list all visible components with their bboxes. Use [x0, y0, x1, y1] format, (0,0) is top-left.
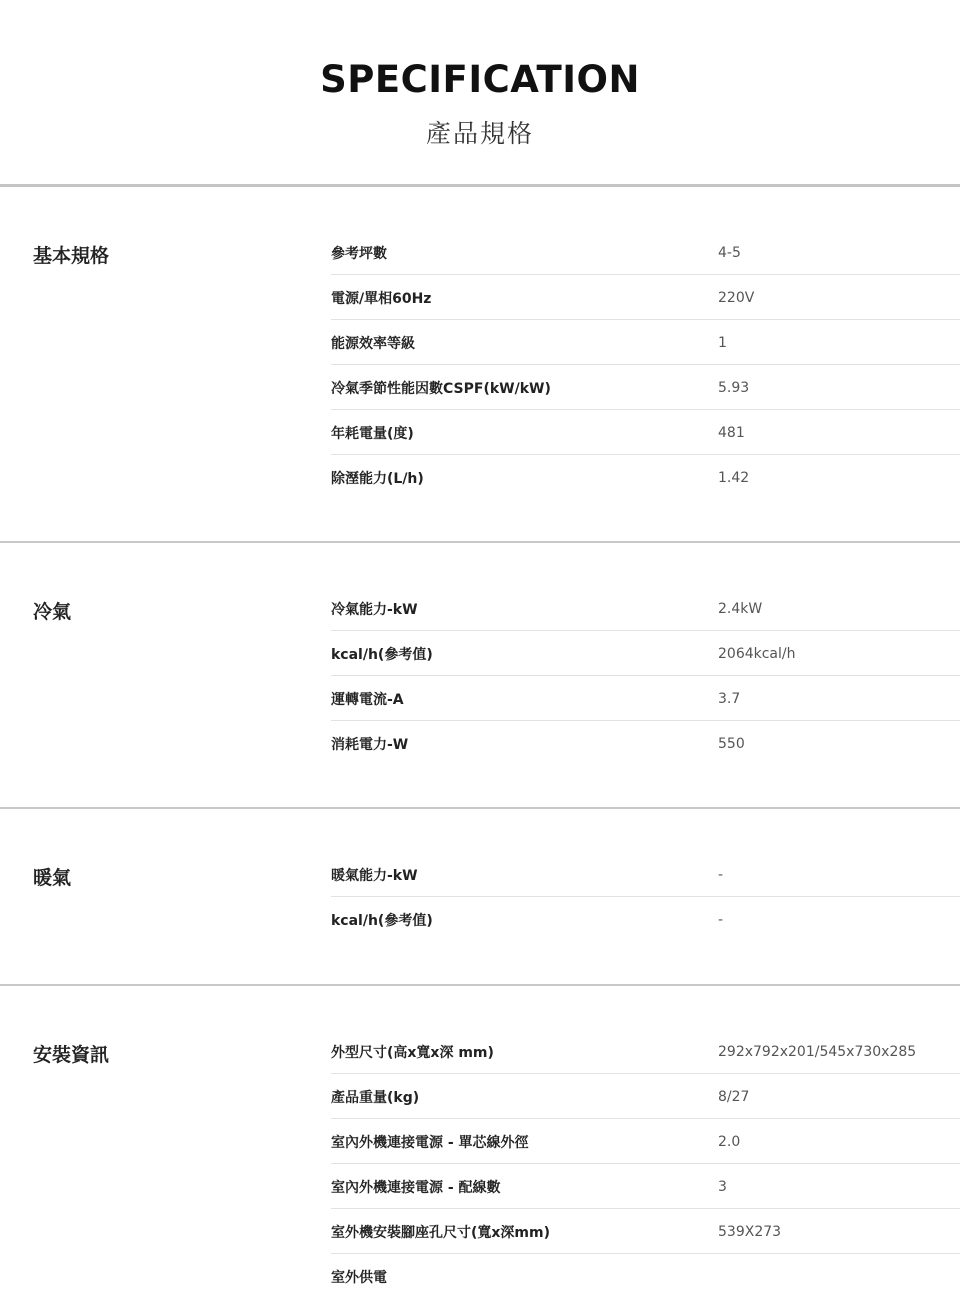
spec-value: 3.7	[718, 690, 741, 707]
spec-row	[331, 676, 960, 721]
spec-value: 539X273	[718, 1223, 782, 1240]
spec-value: -	[718, 911, 724, 928]
spec-value: 1.42	[718, 469, 750, 486]
spec-row	[331, 721, 960, 766]
spec-row	[331, 1029, 960, 1074]
spec-value: 5.93	[718, 379, 750, 396]
spec-row	[331, 1119, 960, 1164]
spec-label: 室內外機連接電源 - 單芯線外徑	[331, 1134, 529, 1151]
spec-label: 外型尺寸(高x寬x深 mm)	[331, 1044, 494, 1061]
spec-label: 參考坪數	[331, 245, 387, 262]
section-title: 安裝資訊	[33, 1044, 110, 1066]
spec-value: 4-5	[718, 244, 741, 261]
spec-row	[331, 455, 960, 500]
spec-label: 冷氣季節性能因數CSPF(kW/kW)	[331, 380, 551, 397]
page-title: SPECIFICATION	[320, 58, 640, 101]
spec-value: 481	[718, 424, 745, 441]
spec-value: 2064kcal/h	[718, 645, 796, 662]
spec-label: 冷氣能力-kW	[331, 601, 418, 618]
spec-value: 220V	[718, 289, 755, 306]
spec-label: kcal/h(參考值)	[331, 646, 433, 663]
spec-row	[331, 1074, 960, 1119]
spec-value: 2.0	[718, 1133, 741, 1150]
section-divider	[0, 984, 960, 986]
spec-label: 能源效率等級	[331, 335, 415, 352]
spec-label: kcal/h(參考值)	[331, 912, 433, 929]
spec-value: 8/27	[718, 1088, 750, 1105]
spec-value: 292x792x201/545x730x285	[718, 1043, 917, 1060]
spec-label: 運轉電流-A	[331, 691, 404, 708]
spec-header	[0, 0, 960, 186]
spec-value: 1	[718, 334, 727, 351]
spec-label: 年耗電量(度)	[331, 425, 414, 442]
spec-row	[331, 230, 960, 275]
section-title: 冷氣	[33, 601, 72, 623]
spec-label: 暖氣能力-kW	[331, 867, 418, 884]
section-divider	[0, 541, 960, 543]
spec-row	[331, 586, 960, 631]
spec-value: 2.4kW	[718, 600, 763, 617]
spec-row	[331, 365, 960, 410]
spec-row	[331, 852, 960, 897]
section-divider	[0, 807, 960, 809]
spec-row	[331, 320, 960, 365]
spec-row	[331, 1164, 960, 1209]
spec-row	[331, 1254, 960, 1299]
spec-label: 消耗電力-W	[331, 736, 409, 753]
page-subtitle: 產品規格	[425, 119, 534, 148]
spec-label: 室外供電	[331, 1269, 387, 1286]
spec-label: 室外機安裝腳座孔尺寸(寬x深mm)	[331, 1224, 551, 1241]
spec-row	[331, 631, 960, 676]
spec-row	[331, 1209, 960, 1254]
header-divider	[0, 184, 960, 187]
spec-value: -	[718, 866, 724, 883]
spec-value: 550	[718, 735, 745, 752]
spec-row	[331, 410, 960, 455]
spec-value: 3	[718, 1178, 727, 1195]
spec-label: 除溼能力(L/h)	[331, 470, 424, 487]
section-title: 暖氣	[33, 867, 72, 889]
spec-label: 電源/單相60Hz	[331, 290, 432, 307]
spec-label: 室內外機連接電源 - 配線數	[331, 1179, 501, 1196]
spec-row	[331, 275, 960, 320]
spec-label: 產品重量(kg)	[331, 1089, 420, 1106]
section-title: 基本規格	[33, 245, 110, 267]
spec-row	[331, 897, 960, 942]
